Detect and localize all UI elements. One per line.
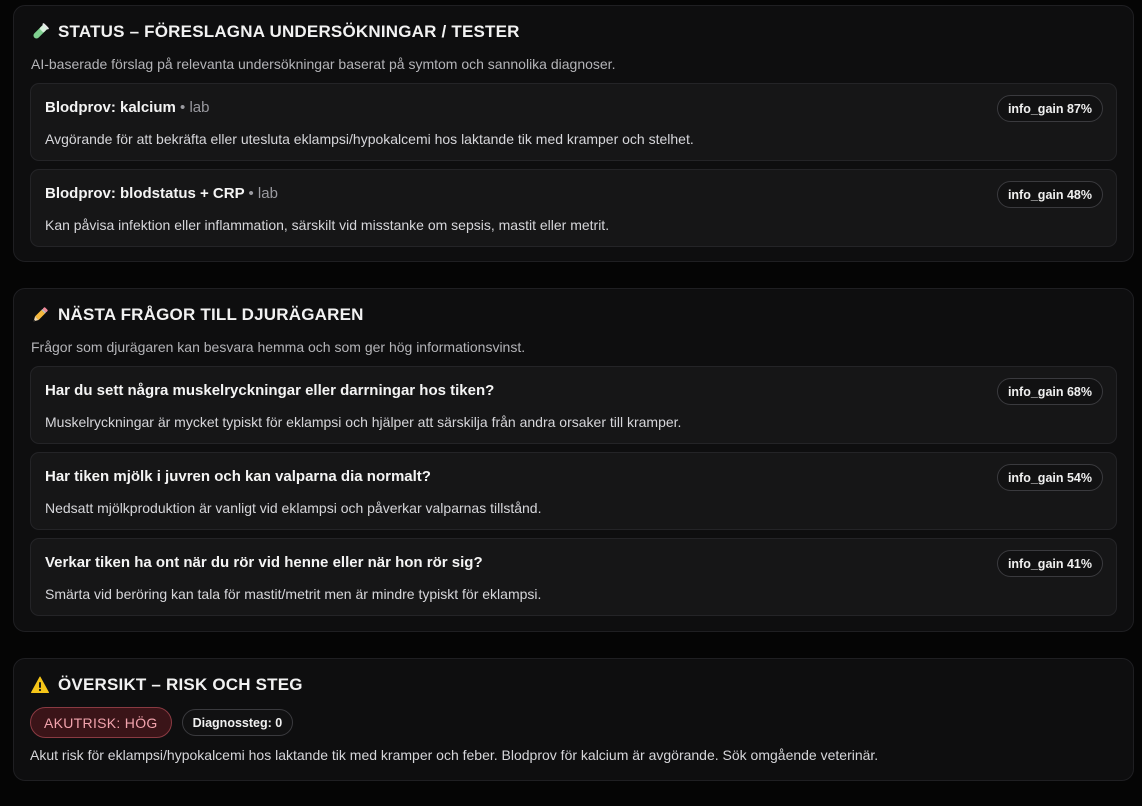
question-description: Smärta vid beröring kan tala för mastit/metrit men är mindre typiskt för eklampsi.	[45, 586, 542, 602]
test-kind: • lab	[180, 99, 210, 116]
status-title: STATUS – FÖRESLAGNA UNDERSÖKNINGAR / TESTER	[58, 22, 520, 41]
info-gain-badge: info_gain 41%	[997, 550, 1103, 577]
question-text: Verkar tiken ha ont när du rör vid henne eller när hon rör sig?	[45, 554, 483, 571]
warning-icon	[31, 676, 49, 694]
info-gain-badge: info_gain 54%	[997, 464, 1103, 491]
test-kind: • lab	[248, 185, 278, 202]
overview-title: ÖVERSIKT – RISK OCH STEG	[58, 675, 303, 694]
info-gain-badge: info_gain 48%	[997, 181, 1103, 208]
test-card[interactable]	[30, 169, 1117, 247]
test-name: Blodprov: blodstatus + CRP	[45, 185, 245, 202]
question-description: Muskelryckningar är mycket typiskt för eklampsi och hjälper att särskilja från andra orsaker till kramper.	[45, 414, 682, 430]
test-card-title	[45, 99, 209, 116]
question-card[interactable]	[30, 538, 1117, 616]
status-header	[31, 22, 520, 42]
test-description: Kan påvisa infektion eller inflammation, särskilt vid misstanke om sepsis, mastit eller metrit.	[45, 217, 610, 233]
question-text: Har du sett några muskelryckningar eller darrningar hos tiken?	[45, 382, 495, 399]
pencil-icon	[31, 306, 49, 324]
info-gain-badge: info_gain 68%	[997, 378, 1103, 405]
risk-badge: AKUTRISK: HÖG	[30, 707, 172, 738]
questions-header	[31, 305, 364, 325]
test-card[interactable]	[30, 83, 1117, 161]
test-tube-icon	[31, 23, 49, 41]
test-card-title	[45, 185, 278, 202]
info-gain-badge: info_gain 87%	[997, 95, 1103, 122]
questions-panel	[13, 288, 1134, 632]
question-text: Har tiken mjölk i juvren och kan valparna dia normalt?	[45, 468, 431, 485]
overview-header	[31, 675, 303, 695]
diagnosis-steps-badge: Diagnossteg: 0	[182, 709, 294, 736]
overview-panel	[13, 658, 1134, 781]
test-description: Avgörande för att bekräfta eller utesluta eklampsi/hypokalcemi hos laktande tik med kramper och stelhet.	[45, 131, 694, 147]
test-name: Blodprov: kalcium	[45, 99, 176, 116]
status-panel	[13, 5, 1134, 262]
questions-subtitle: Frågor som djurägaren kan besvara hemma och som ger hög informationsvinst.	[31, 339, 526, 355]
questions-title: NÄSTA FRÅGOR TILL DJURÄGAREN	[58, 305, 364, 324]
overview-summary: Akut risk för eklampsi/hypokalcemi hos laktande tik med kramper och feber. Blodprov för kalcium är avgörande. Sök omgående veterinär.	[30, 747, 879, 763]
question-card[interactable]	[30, 366, 1117, 444]
overview-badges	[30, 707, 293, 738]
question-card[interactable]	[30, 452, 1117, 530]
question-description: Nedsatt mjölkproduktion är vanligt vid eklampsi och påverkar valparnas tillstånd.	[45, 500, 542, 516]
status-subtitle: AI-baserade förslag på relevanta undersökningar baserat på symtom och sannolika diagnoser.	[31, 56, 616, 72]
